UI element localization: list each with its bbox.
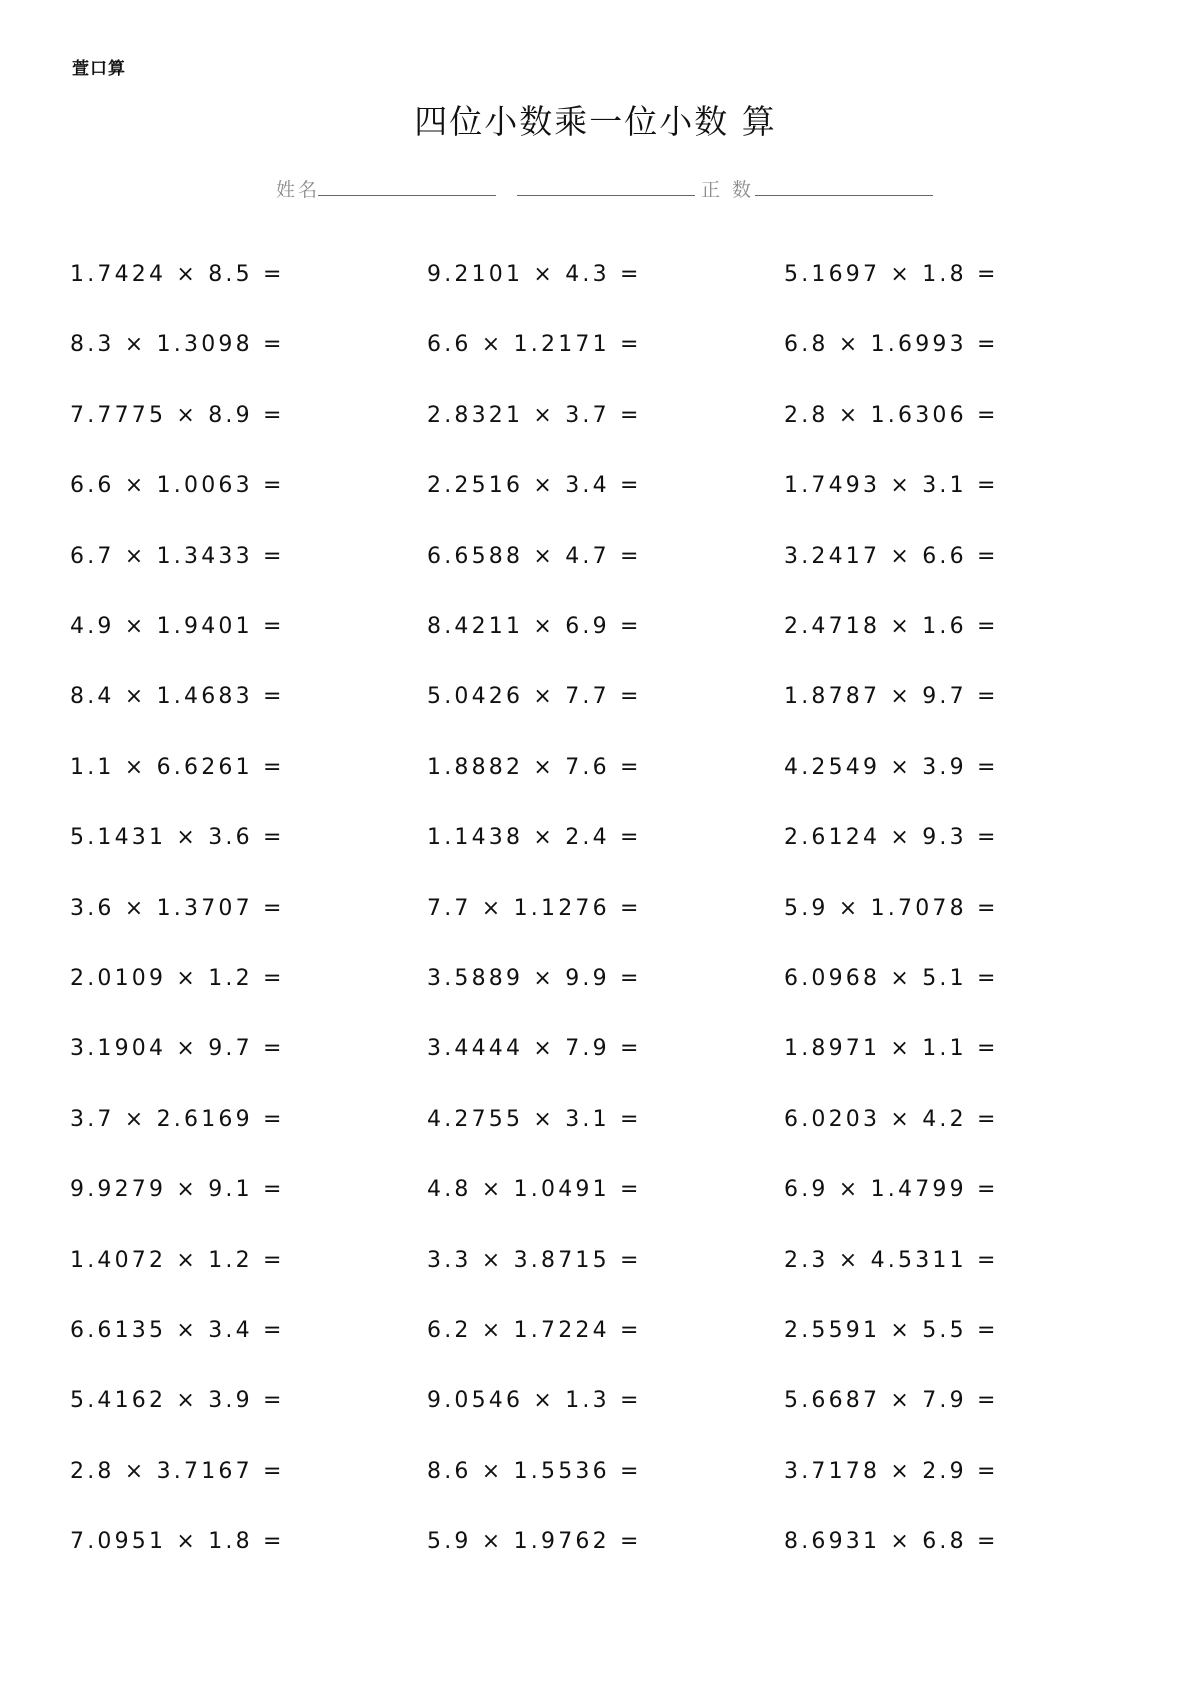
problem-item: 3.2417 × 6.6 = bbox=[784, 543, 999, 569]
problem-item: 9.9279 × 9.1 = bbox=[70, 1177, 285, 1203]
problem-item: 6.2 × 1.7224 = bbox=[427, 1318, 642, 1343]
problem-item: 9.2101 × 4.3 = bbox=[427, 262, 642, 287]
problem-item: 1.1 × 6.6261 = bbox=[70, 754, 285, 780]
problem-item: 3.3 × 3.8715 = bbox=[427, 1247, 642, 1273]
problem-item: 5.9 × 1.7078 = bbox=[784, 895, 999, 921]
problem-item: 4.8 × 1.0491 = bbox=[427, 1177, 642, 1203]
problem-item: 2.8 × 3.7167 = bbox=[70, 1458, 285, 1484]
problem-item: 2.2516 × 3.4 = bbox=[427, 473, 642, 499]
brand-label: 萱口算 bbox=[72, 59, 126, 79]
problem-item: 4.2755 × 3.1 = bbox=[427, 1106, 642, 1132]
problem-item: 6.7 × 1.3433 = bbox=[70, 543, 285, 569]
problem-item: 1.8971 × 1.1 = bbox=[784, 1036, 999, 1062]
problem-item: 8.3 × 1.3098 = bbox=[70, 332, 285, 358]
problem-item: 8.4211 × 6.9 = bbox=[427, 614, 642, 639]
problem-item: 1.8882 × 7.6 = bbox=[427, 754, 642, 780]
problem-item: 3.5889 × 9.9 = bbox=[427, 966, 642, 991]
problem-item: 5.4162 × 3.9 = bbox=[70, 1388, 285, 1414]
problem-item: 1.1438 × 2.4 = bbox=[427, 825, 642, 851]
problem-item: 7.0951 × 1.8 = bbox=[70, 1529, 285, 1555]
name-label: 姓名 bbox=[276, 179, 321, 201]
problem-item: 1.4072 × 1.2 = bbox=[70, 1247, 285, 1273]
problem-item: 5.6687 × 7.9 = bbox=[784, 1388, 999, 1414]
problem-item: 2.0109 × 1.2 = bbox=[70, 966, 285, 991]
problem-item: 7.7775 × 8.9 = bbox=[70, 402, 285, 428]
problem-item: 2.6124 × 9.3 = bbox=[784, 825, 999, 851]
problem-item: 5.1697 × 1.8 = bbox=[784, 262, 999, 287]
problem-item: 6.8 × 1.6993 = bbox=[784, 332, 999, 358]
problem-item: 3.7 × 2.6169 = bbox=[70, 1106, 285, 1132]
problem-item: 2.8321 × 3.7 = bbox=[427, 402, 642, 428]
problem-item: 3.7178 × 2.9 = bbox=[784, 1458, 999, 1484]
problem-item: 6.0968 × 5.1 = bbox=[784, 966, 999, 991]
problem-item: 6.6 × 1.0063 = bbox=[70, 473, 285, 499]
problem-item: 1.7493 × 3.1 = bbox=[784, 473, 999, 499]
problem-item: 6.9 × 1.4799 = bbox=[784, 1177, 999, 1203]
problem-item: 2.4718 × 1.6 = bbox=[784, 614, 999, 639]
score-label: 正 数 bbox=[701, 179, 755, 201]
problem-item: 6.6588 × 4.7 = bbox=[427, 543, 642, 569]
problem-item: 2.3 × 4.5311 = bbox=[784, 1247, 999, 1273]
problem-item: 8.4 × 1.4683 = bbox=[70, 684, 285, 710]
problem-item: 3.4444 × 7.9 = bbox=[427, 1036, 642, 1062]
problem-item: 7.7 × 1.1276 = bbox=[427, 895, 642, 921]
problem-item: 2.8 × 1.6306 = bbox=[784, 402, 999, 428]
problem-item: 3.1904 × 9.7 = bbox=[70, 1036, 285, 1062]
problem-item: 4.9 × 1.9401 = bbox=[70, 614, 285, 639]
problem-item: 2.5591 × 5.5 = bbox=[784, 1318, 999, 1343]
problem-item: 8.6931 × 6.8 = bbox=[784, 1529, 999, 1555]
problem-item: 5.9 × 1.9762 = bbox=[427, 1529, 642, 1555]
problem-item: 9.0546 × 1.3 = bbox=[427, 1388, 642, 1414]
problem-item: 6.0203 × 4.2 = bbox=[784, 1106, 999, 1132]
problem-item: 8.6 × 1.5536 = bbox=[427, 1458, 642, 1484]
problem-item: 1.7424 × 8.5 = bbox=[70, 262, 285, 287]
problem-item: 5.1431 × 3.6 = bbox=[70, 825, 285, 851]
problem-item: 4.2549 × 3.9 = bbox=[784, 754, 999, 780]
problem-item: 3.6 × 1.3707 = bbox=[70, 895, 285, 921]
problem-item: 1.8787 × 9.7 = bbox=[784, 684, 999, 710]
problem-item: 5.0426 × 7.7 = bbox=[427, 684, 642, 710]
problem-item: 6.6 × 1.2171 = bbox=[427, 332, 642, 358]
problem-item: 6.6135 × 3.4 = bbox=[70, 1318, 285, 1343]
worksheet-title: 四位小数乘一位小数 算 bbox=[414, 102, 777, 141]
